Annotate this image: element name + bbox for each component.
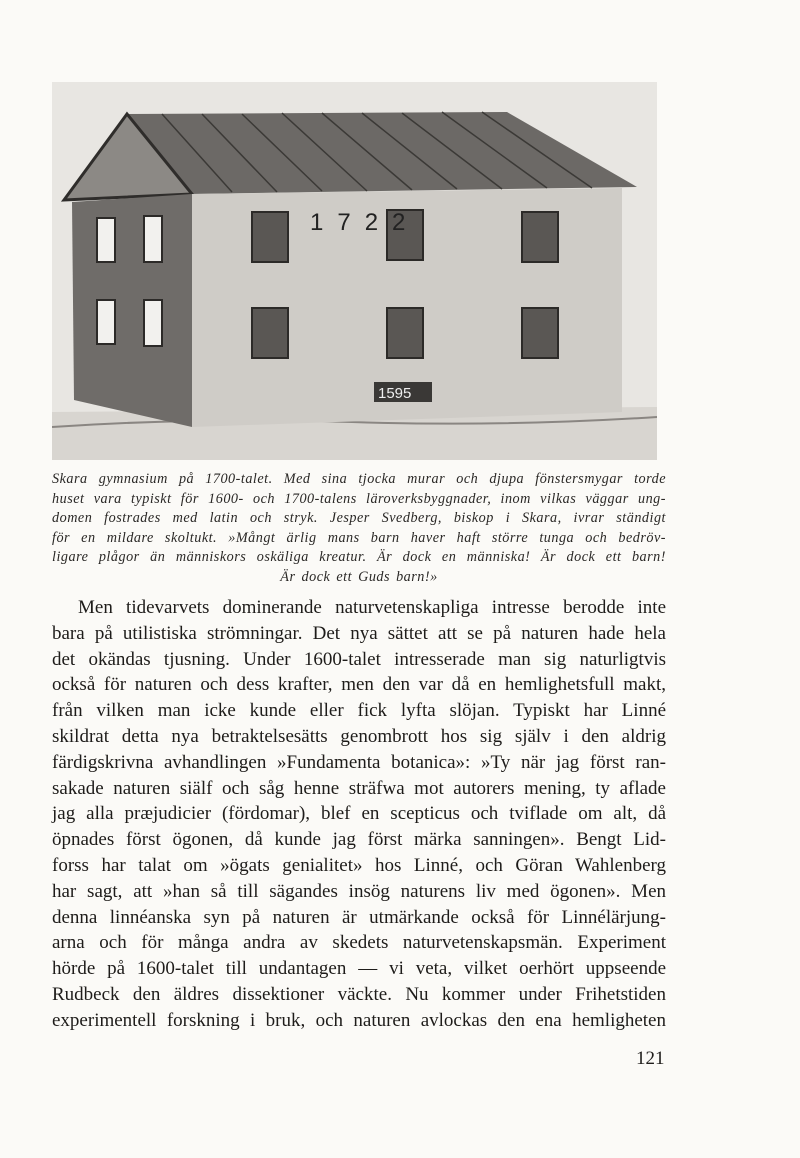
body-line: från vilken man icke kunde eller fick lyfta slöjan. Typiskt har Linné	[52, 700, 666, 722]
body-line: Rudbeck den äldres dissektioner väckte. Nu kommer under Frihetstiden	[52, 983, 666, 1005]
figure-caption	[52, 470, 666, 588]
body-line: forss har talat om »ögats genialitet» hos Linné, och Göran Wahlenberg	[52, 854, 666, 876]
caption-line: huset vara typiskt för 1600- och 1700-talens läroverksbyggnader, inom vilkas väggar ung-	[52, 490, 666, 507]
body-line: jag alla præjudicier (fördomar), blef en scepticus och tviflade om alt, då	[52, 803, 666, 825]
caption-line: ligare plågor än människors oskäliga kreatur. Är dock en människa! Är dock ett barn!	[52, 549, 666, 566]
body-line: skildrat detta nya betraktelsesätts genombrott hos sig själv i den aldrig	[52, 725, 666, 747]
caption-line: Är dock ett Guds barn!»	[280, 568, 438, 585]
caption-line: Skara gymnasium på 1700-talet. Med sina tjocka murar och djupa fönstersmygar torde	[52, 471, 666, 487]
body-line: färdigskrivna avhandlingen »Fundamenta botanica»: »Ty när jag först ran-	[52, 751, 666, 773]
building-drawing	[52, 82, 657, 460]
page-number: 121	[636, 1048, 665, 1069]
body-line: experimentell forskning i bruk, och naturen avlockas den ena hemligheten	[52, 1009, 666, 1031]
body-line: denna linnéanska syn på naturen är utmärkande också för Linnélärjung-	[52, 906, 666, 928]
body-line: sakade naturen siälf och såg henne sträfwa mot autorers mening, ty aflade	[52, 777, 666, 799]
body-line: hörde på 1600-talet till undantagen — vi veta, vilket oerhört uppseende	[52, 958, 666, 980]
illustration-skara-gymnasium	[52, 82, 657, 460]
body-line: också för naturen och dess krafter, men den var då en hemlighetsfull makt,	[52, 674, 666, 696]
body-line: Men tidevarvets dominerande naturvetenskapliga intresse berodde inte	[78, 597, 666, 618]
body-line: har sagt, att »han så till sägandes insög naturens liv med ögonen». Men	[52, 880, 666, 902]
body-line: bara på utilistiska strömningar. Det nya sättet att se på naturen hade hela	[52, 622, 666, 644]
body-line: öpnades först ögonen, då kunde jag först märka sanningen». Bengt Lid-	[52, 829, 666, 851]
caption-line: domen fostrades med latin och stryk. Jesper Svedberg, biskop i Skara, ivrar ständigt	[52, 510, 666, 527]
body-line: det okändas tjusning. Under 1600-talet intresserade man sig naturligtvis	[52, 648, 666, 670]
year-lettering-1722: 1722	[310, 209, 420, 236]
body-line: arna och för många andra av skedets naturvetenskapsmän. Experiment	[52, 932, 666, 954]
year-lettering-1595: 1595	[378, 385, 412, 402]
body-paragraph	[52, 595, 666, 1034]
caption-line: för en mildare skoltukt. »Mångt ärlig mans barn haver haft större tunga och bedröv-	[52, 529, 666, 546]
